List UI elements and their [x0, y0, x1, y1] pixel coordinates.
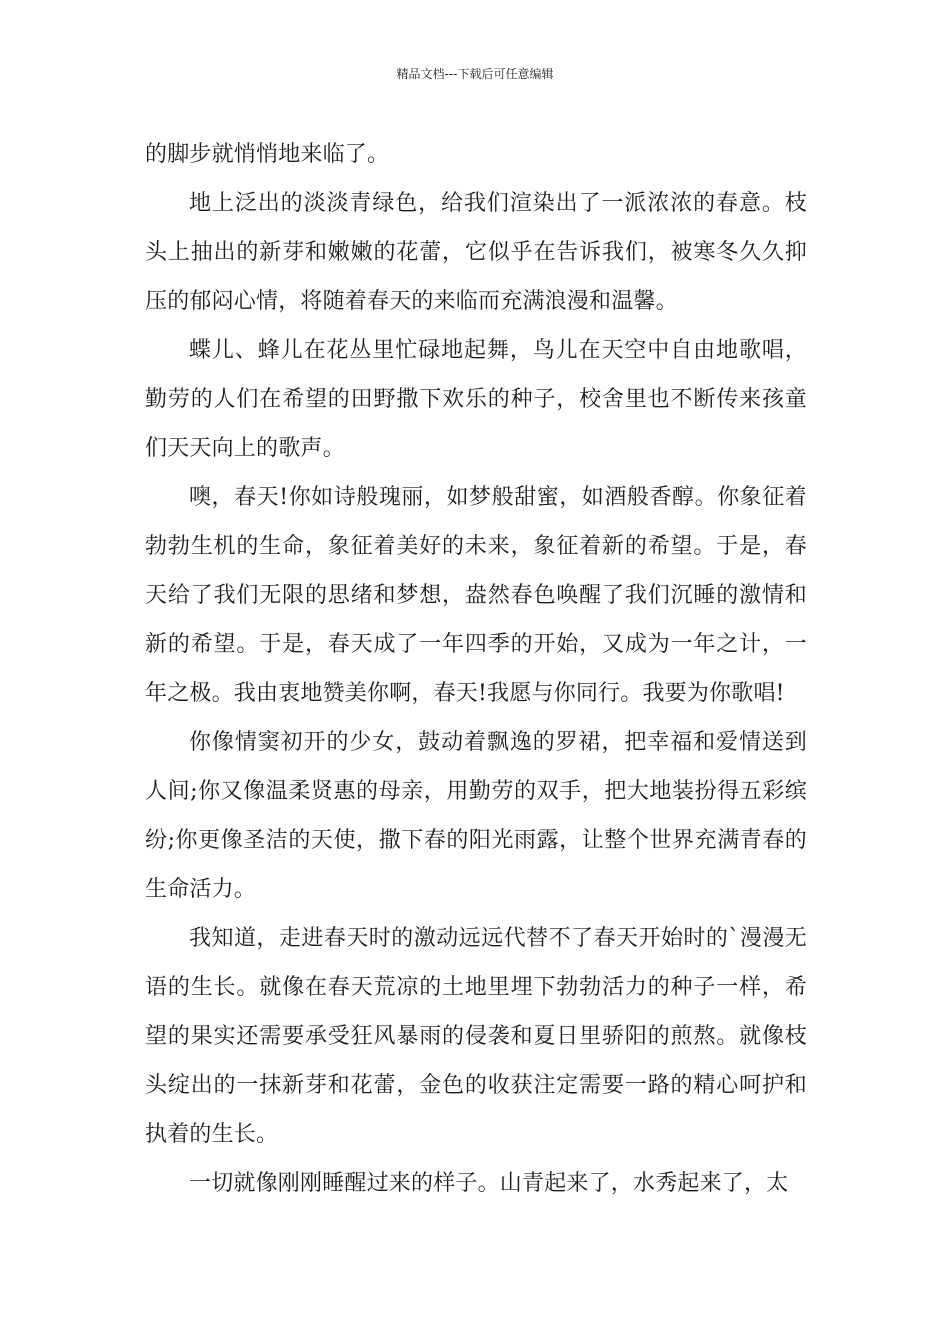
paragraph-1: 的脚步就悄悄地来临了。	[145, 142, 390, 167]
paragraph-3: 蝶儿、蜂儿在花丛里忙碌地起舞，鸟儿在天空中自由地歌唱，勤劳的人们在希望的田野撒下欢乐的种子，校舍里也不断传来孩童们天天向上的歌声。	[145, 338, 807, 461]
page-header: 精品文档---下载后可任意编辑	[396, 67, 554, 81]
paragraph-5: 你像情窦初开的少女，鼓动着飘逸的罗裙，把幸福和爱情送到人间;你又像温柔贤惠的母亲，用勤劳的双手，把大地装扮得五彩缤纷;你更像圣洁的天使，撒下春的阳光雨露，让整个世界充满青春的生命活力。	[145, 730, 807, 902]
paragraph-2: 地上泛出的淡淡青绿色，给我们渲染出了一派浓浓的春意。枝头上抽出的新芽和嫩嫩的花蕾，它似乎在告诉我们，被寒冬久久抑压的郁闷心情，将随着春天的来临而充满浪漫和温馨。	[145, 191, 807, 314]
paragraph-7: 一切就像刚刚睡醒过来的样子。山青起来了，水秀起来了，太	[189, 1171, 789, 1196]
paragraph-6: 我知道，走进春天时的激动远远代替不了春天开始时的`漫漫无语的生长。就像在春天荒凉的土地里埋下勃勃活力的种子一样，希望的果实还需要承受狂风暴雨的侵袭和夏日里骄阳的煎熬。就像枝头绽出的一抹新芽和花蕾，金色的收获注定需要一路的精心呵护和执着的生长。	[145, 926, 807, 1147]
paragraph-4: 噢，春天!你如诗般瑰丽，如梦般甜蜜，如酒般香醇。你象征着勃勃生机的生命，象征着美好的未来，象征着新的希望。于是，春天给了我们无限的思绪和梦想，盎然春色唤醒了我们沉睡的激情和新的希望。于是，春天成了一年四季的开始，又成为一年之计，一年之极。我由衷地赞美你啊，春天!我愿与你同行。我要为你歌唱!	[145, 485, 807, 706]
document-body	[145, 130, 807, 1208]
